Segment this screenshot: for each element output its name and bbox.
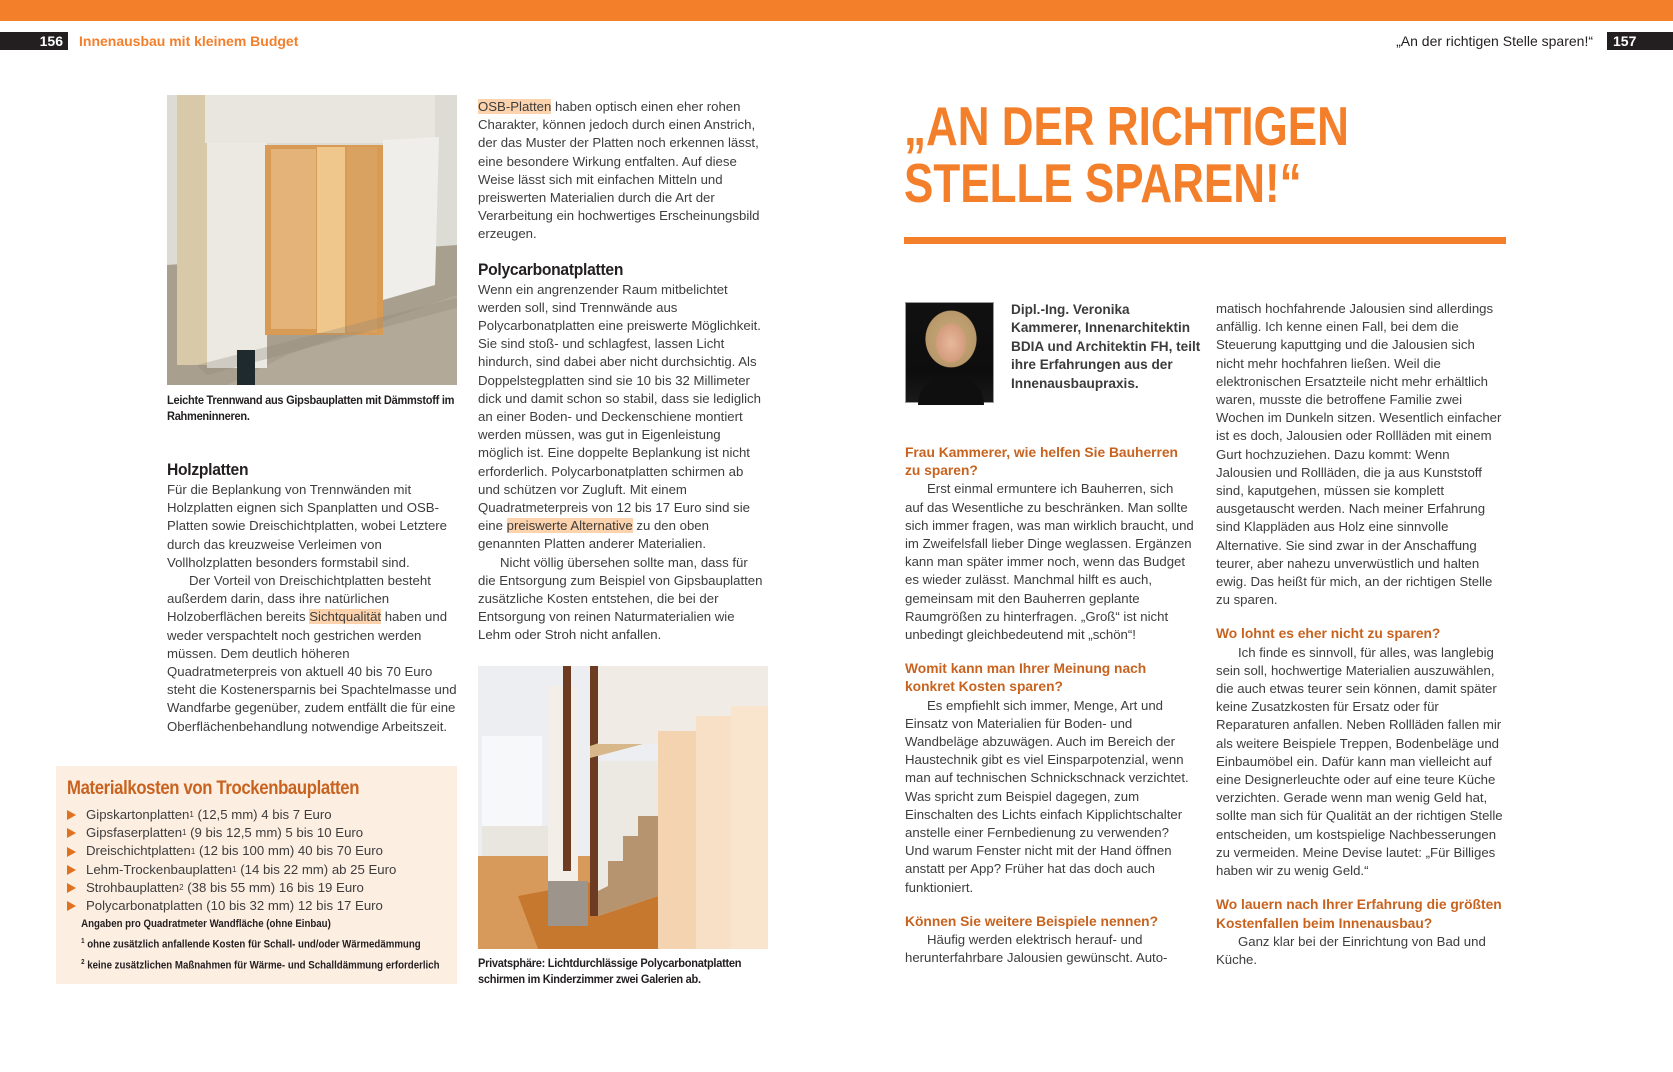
text-run: Der Vorteil von Dreischichtplatten besteht außerdem darin, dass ihre natürlichen Holzoberflächen bereits — [167, 573, 431, 625]
answer-3-start-wrap — [905, 931, 1195, 967]
triangle-bullet-icon — [67, 901, 76, 911]
answer-3-part-2: matisch hochfahrende Jalousien sind allerdings anfällig. Ich kenne einen Fall, bei dem die Steuerung kaputtging und die Jalousien sich nicht mehr hochfahren ließen. Weil die elektronischen Ersatzteile nicht mehr erhältlich waren, musste die betroffene Familie zwei Wochen im Dunkeln sitzen. Wesentlich einfacher ist es doch, Jalousien oder Rollläden mit einem Gurt hochzuziehen. Dazu kommt: Wenn Jalousien und Rollläden, die ja aus Kunststoff sind, kaputgehen, müssen sie komplett ausgetauscht werden. Nach meiner Erfahrung sind Klappläden aus Holz eine sinnvolle Alternative. Sie sind zwar in der Anschaffung teurer, aber nahezu unverwüstlich und halten ewig. Das heißt für mich, an der richtigen Stelle zu sparen. — [1216, 301, 1502, 608]
osb-paragraph — [478, 98, 768, 244]
text-run: haben und weder verspachtelt noch gestrichen werden müssen. Dem deutlich höheren Quadratmeterpreis von aktuell 40 bis 70 Euro steht die Kostenersparnis bei Spachtelmasse und Wandfarbe gegenüber, zudem entfällt die für eine Oberflächenbehandlung notwendige Arbeitszeit. — [167, 609, 457, 734]
question-2: Womit kann man Ihrer Meinung nach konkret Kosten sparen? — [905, 661, 1147, 695]
left-folio — [0, 32, 298, 50]
portrait-body-shape — [918, 375, 984, 405]
question-3: Können Sie weitere Beispiele nennen? — [905, 913, 1159, 929]
interview-column-left — [905, 444, 1195, 967]
drywall-photo-illustration — [167, 95, 457, 385]
portrait-photo-veronika-kammerer — [905, 302, 994, 403]
title-line-1: „AN DER RICHTIGEN — [904, 95, 1349, 157]
section-holzplatten — [167, 459, 457, 736]
holzplatten-paragraph-1: Für die Beplankung von Trennwänden mit Holzplatten eignen sich Spanplatten und OSB-Platten sowie Dreischichtplatten, wobei Letztere durch das kreuzweise Verleimen von Vollholzplatten besonders formstabil sind. — [167, 482, 448, 570]
section-osb-polycarbonat — [478, 98, 768, 645]
list-item: Gipskartonplatten 1 (12,5 mm) 4 bis 7 Euro — [67, 806, 446, 824]
info-box-material-costs — [56, 766, 457, 984]
list-item: Lehm-Trockenbauplatten 1 (14 bis 22 mm) ab 25 Euro — [67, 861, 446, 879]
item-detail: (12 bis 100 mm) 40 bis 70 Euro — [195, 843, 383, 859]
item-name: Lehm-Trockenbauplatten — [86, 861, 233, 877]
item-name: Polycarbonatplatten — [86, 898, 203, 914]
footnote-text: keine zusätzlichen Maßnahmen für Wärme- und Schalldämmung erforderlich — [87, 959, 440, 972]
item-name: Dreischichtplatten — [86, 843, 191, 859]
footnote-mark: 2 — [81, 958, 85, 966]
triangle-bullet-icon — [67, 828, 76, 838]
highlight-osb-platten: OSB-Platten — [478, 99, 552, 114]
info-box-footnote-1 — [67, 933, 421, 954]
footnote-mark: 1 — [81, 938, 85, 946]
answer-5: Ganz klar bei der Einrichtung von Bad und Küche. — [1216, 933, 1486, 967]
answer-1-wrap — [905, 480, 1195, 644]
text-run: zu den oben genannten Platten anderer Materialien. — [478, 518, 709, 552]
item-name: Gipsfaserplatten — [86, 825, 183, 841]
item-detail: (38 bis 55 mm) 16 bis 19 Euro — [183, 879, 364, 895]
triangle-bullet-icon — [67, 847, 76, 857]
item-detail: (12,5 mm) 4 bis 7 Euro — [193, 807, 332, 822]
answer-5-wrap — [1216, 933, 1506, 969]
list-item: Dreischichtplatten 1 (12 bis 100 mm) 40 bis 70 Euro — [67, 842, 446, 860]
answer-4-wrap — [1216, 644, 1506, 881]
title-line-2: STELLE SPAREN!“ — [904, 152, 1302, 214]
photo1-caption: Leichte Trennwand aus Gipsbauplatten mit Dämmstoff im Rahmeninneren. — [167, 393, 455, 423]
interview-column-right — [1216, 300, 1506, 969]
triangle-bullet-icon — [67, 810, 76, 820]
answer-1: Erst einmal ermuntere ich Bauherren, sich auf das Wesentliche zu beschränken. Man sollte sich immer fragen, was man wirklich braucht, und im Zweifelsfall lieber Dinge weglassen. Ergänzen kann man später immer noch, wenn das Budget es wieder zulässt. Manchmal hilft es auch, gemeinsam mit den Bauherren geplante Raumgrößen zu hinterfragen. „Groß“ ist nicht unbedingt gleichbedeutend mit „schön“! — [905, 481, 1194, 643]
item-detail: (9 bis 12,5 mm) 5 bis 10 Euro — [186, 825, 364, 841]
title-underline-rule — [904, 237, 1506, 244]
info-box-note: Angaben pro Quadratmeter Wandfläche (ohne Einbau) — [81, 918, 331, 931]
osb-text — [478, 98, 768, 244]
photo-drywall-partition — [167, 95, 457, 385]
left-page-number: 156 — [0, 32, 68, 50]
answer-3-part-1: Häufig werden elektrisch herauf- und herunterfahrbare Jalousien gewünscht. Auto- — [905, 932, 1168, 966]
list-item — [67, 897, 446, 915]
text-run: haben optisch einen eher rohen Charakter, können jedoch durch einen Anstrich, der das Muster der Platten noch erkennen lässt, eine besondere Wirkung entfalten. Auf diese Weise lässt sich mit einfachen Mitteln und preiswerten Materialien durch die Art der Verarbeitung ein hochwertiges Erscheinungsbild erzeugen. — [478, 99, 760, 242]
material-cost-list — [67, 806, 446, 915]
gallery-photo-illustration — [478, 666, 768, 949]
list-item: Gipsfaserplatten 1 (9 bis 12,5 mm) 5 bis 10 Euro — [67, 824, 446, 842]
photo2-caption: Privatsphäre: Lichtdurchlässige Polycarbonatplatten schirmen im Kinderzimmer zwei Galerien ab. — [478, 956, 742, 986]
answer-3-continued-wrap — [1216, 300, 1506, 609]
holzplatten-body — [167, 481, 457, 736]
right-page-number: 157 — [1607, 32, 1673, 50]
highlight-sichtqualitaet: Sichtqualität — [309, 609, 382, 625]
polycarbonat-paragraph-1 — [478, 281, 768, 554]
info-box-title: Materialkosten von Trockenbauplatten — [67, 778, 360, 799]
article-title — [904, 95, 1349, 214]
answer-2: Es empfiehlt sich immer, Menge, Art und Einsatz von Materialien für Boden- und Wandbeläge abzuwägen. Auch im Bereich der Haustechnik gibt es viel Einsparpotenzial, wenn man auf technischen Schnickschnack verzichtet. Was spricht zum Beispiel dagegen, zum Einschalten des Lichts einfach Kipplichtschalter anstelle einer Fernbedienung zu verwenden? Und warum Fenster nicht mit der Hand öffnen anstatt per App? Früher hat das doch auch funktioniert. — [905, 697, 1189, 895]
top-accent-bar — [0, 0, 1673, 21]
triangle-bullet-icon — [67, 883, 76, 893]
polycarbonat-paragraph-2: Nicht völlig übersehen sollte man, dass für die Entsorgung zum Beispiel von Gipsbauplatten zusätzliche Kosten entstehen, die bei der Entsorgung von reinen Naturmaterialien wie Lehm oder Stroh nicht anfallen. — [478, 554, 763, 643]
triangle-bullet-icon — [67, 865, 76, 875]
answer-2-wrap — [905, 697, 1195, 897]
photo-polycarbonate-galleries — [478, 666, 768, 949]
item-name: Strohbauplatten — [86, 879, 180, 895]
info-box-footnote-2 — [67, 954, 440, 975]
question-4: Wo lohnt es eher nicht zu sparen? — [1216, 626, 1441, 642]
list-item: Strohbauplatten 2 (38 bis 55 mm) 16 bis 19 Euro — [67, 879, 446, 897]
item-detail: (10 bis 32 mm) 12 bis 17 Euro — [202, 898, 383, 914]
holzplatten-paragraph-2 — [167, 572, 457, 736]
left-running-head: Innenausbau mit kleinem Budget — [79, 33, 299, 49]
answer-4: Ich finde es sinnvoll, für alles, was langlebig sein soll, hochwertige Materialien auszuwählen, die auch etwas teurer sein können, damit später keine Zusatzkosten für Ersatz oder für Reparaturen anfallen. Neben Rollläden fallen mir als weitere Beispiele Treppen, Bodenbeläge und Einbaumöbel ein. Dafür kann man vielleicht auf eine Designerleuchte oder auf eine teure Küche verzichten. Gerade wenn man wenig Geld hat, sollte man sich für Qualität an der richtigen Stelle entscheiden, um kostspielige Nachbesserungen zu vermeiden. Meine Devise lautet: „Für Billiges haben wir zu wenig Geld.“ — [1216, 644, 1503, 879]
right-running-head: „An der richtigen Stelle sparen!“ — [1396, 33, 1593, 49]
heading-polycarbonatplatten: Polycarbonatplatten — [478, 259, 624, 279]
item-detail: (14 bis 22 mm) ab 25 Euro — [236, 861, 397, 877]
footnote-text: ohne zusätzlich anfallende Kosten für Schall- und/oder Wärmedämmung — [87, 938, 421, 951]
interviewee-intro: Dipl.-Ing. Veronika Kammerer, Innenarchitektin BDIA und Architektin FH, teilt ihre Erfahrungen aus der Innenausbaupraxis. — [1011, 302, 1201, 391]
highlight-preiswerte-alternative: preiswerte Alternative — [506, 518, 633, 534]
right-folio — [1396, 32, 1673, 50]
question-1: Frau Kammerer, wie helfen Sie Bauherren zu sparen? — [905, 445, 1178, 479]
heading-holzplatten: Holzplatten — [167, 460, 249, 479]
question-5: Wo lauern nach Ihrer Erfahrung die größten Kostenfallen beim Innenausbau? — [1216, 897, 1502, 931]
polycarbonat-body — [478, 281, 768, 645]
text-run: Wenn ein angrenzender Raum mitbelichtet werden soll, sind Trennwände aus Polycarbonatplatten eine preiswerte Möglichkeit. Sie sind stoß- und schlagfest, lassen Licht hindurch, sind dabei aber nicht durchsichtig. Als Doppelstegplatten sind sie 10 bis 32 Millimeter dick und damit schon so stabil, dass sie lediglich an einer Boden- und Deckenschiene montiert werden müssen, was gut in Eigenleistung möglich ist. Eine doppelte Beplankung ist nicht erforderlich. Polycarbonatplatten schirmen ab und schützen vor Zugluft. Mit einem Quadratmeterpreis von 12 bis 17 Euro sind sie eine — [478, 281, 761, 534]
item-name: Gipskartonplatten — [86, 807, 190, 822]
